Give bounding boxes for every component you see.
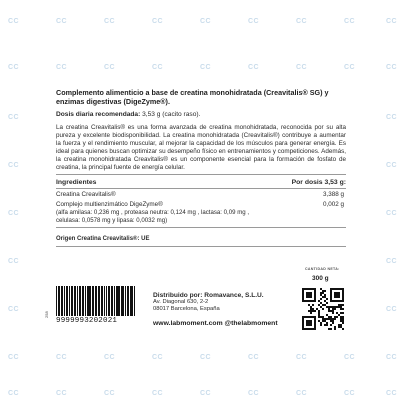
ingredient-value: 3,388 g: [322, 191, 344, 199]
ingredient-row: [56, 201, 346, 209]
watermark-mark: CC: [344, 64, 356, 71]
ingredient-row: [56, 191, 346, 199]
ingredients-title: Ingredientes: [56, 179, 97, 187]
watermark-mark: CC: [200, 390, 212, 397]
barcode-bar: [104, 286, 105, 316]
watermark-mark: CC: [152, 354, 164, 361]
watermark-mark: CC: [56, 354, 68, 361]
address-line: 08017 Barcelona, España: [153, 306, 220, 313]
watermark-mark: CC: [344, 354, 356, 361]
watermark-mark: CC: [8, 390, 20, 397]
net-quantity-value: 300 g: [312, 275, 329, 282]
watermark-mark: CC: [8, 18, 20, 25]
watermark-mark: CC: [386, 114, 398, 121]
watermark-mark: CC: [296, 390, 308, 397]
barcode-bar: [75, 286, 76, 316]
barcode-bar: [118, 286, 119, 316]
distributor-title: Distribuido por: Romavance, S.L.U.: [153, 292, 264, 299]
watermark-mark: CC: [386, 162, 398, 169]
watermark-mark: CC: [344, 18, 356, 25]
label-content: [56, 88, 346, 247]
watermark-mark: CC: [386, 306, 398, 313]
watermark-mark: CC: [104, 18, 116, 25]
daily-dose: [56, 111, 346, 119]
enzyme-line: celulasa: 0,0578 mg y lipasa: 0,0032 mg): [56, 217, 168, 225]
distributor-block: [153, 292, 293, 314]
watermark-mark: CC: [386, 390, 398, 397]
watermark-mark: CC: [8, 64, 20, 71]
watermark-mark: CC: [152, 390, 164, 397]
divider: [56, 174, 346, 175]
qr-code-icon[interactable]: [302, 288, 344, 330]
watermark-mark: CC: [56, 64, 68, 71]
net-quantity-label: CANTIDAD NETA:: [305, 267, 340, 271]
watermark-mark: CC: [296, 18, 308, 25]
watermark-mark: CC: [104, 64, 116, 71]
product-heading: Complemento alimenticio a base de creatina monohidratada (Creavitalis® SG) y enzimas digestivas (DigeZyme®).: [56, 88, 329, 106]
side-code: 258: [44, 311, 49, 318]
watermark-mark: CC: [386, 210, 398, 217]
ingredient-name: Complejo multienzimático DigeZyme®: [56, 201, 163, 209]
ingredient-value: 0,002 g: [322, 201, 344, 209]
barcode-bar: [123, 286, 124, 316]
barcode-bar: [134, 286, 135, 316]
watermark-mark: CC: [386, 354, 398, 361]
watermark-mark: CC: [56, 390, 68, 397]
barcode-bar: [128, 286, 129, 316]
watermark-mark: CC: [104, 390, 116, 397]
barcode: [56, 286, 136, 325]
barcode-bar: [64, 286, 65, 316]
watermark-mark: CC: [386, 258, 398, 265]
ingredients-header: [56, 179, 346, 189]
watermark-mark: CC: [344, 390, 356, 397]
watermark-mark: CC: [248, 64, 260, 71]
watermark-mark: CC: [8, 210, 20, 217]
per-dose-title: Por dosis 3,53 g:: [291, 179, 346, 187]
watermark-mark: CC: [248, 354, 260, 361]
watermark-mark: CC: [296, 64, 308, 71]
product-description: La creatina Creavitalis® es una forma avanzada de creatina monohidratada, reconocida por su alta pureza y excelente biodisponibilidad. La creatina monohidratada (Creavitalis®) contribuye a aumentar la fuerza y el rendimiento muscular, al mejorar la capacidad de los músculos para generar energía. Es ideal para quienes buscan optimizar su desempeño físico en entrenamientos y competiciones. Además, la creatina monohidratada Creavitalis® es un componente esencial para la formación de fosfato de creatina, la principal fuente de energía celular.: [56, 124, 346, 171]
divider: [56, 246, 346, 247]
barcode-bars: [56, 286, 136, 316]
watermark-mark: CC: [386, 64, 398, 71]
website-text[interactable]: www.labmoment.com @thelabmoment: [153, 320, 278, 327]
watermark-mark: CC: [8, 354, 20, 361]
origin-text: Origen Creatina Creavitalis®: UE: [56, 235, 150, 242]
dose-label: Dosis diaria recomendada:: [56, 111, 141, 118]
watermark-mark: CC: [200, 64, 212, 71]
barcode-bar: [114, 286, 115, 316]
barcode-bar: [89, 286, 90, 316]
watermark-mark: CC: [152, 18, 164, 25]
watermark-mark: CC: [56, 18, 68, 25]
ingredient-name: Creatina Creavitalis®: [56, 191, 116, 199]
enzyme-line: (alfa amilasa: 0,236 mg , proteasa neutra: 0,124 mg , lactasa: 0,09 mg ,: [56, 209, 250, 217]
watermark-mark: CC: [104, 354, 116, 361]
watermark-mark: CC: [200, 354, 212, 361]
enzyme-breakdown: [56, 209, 346, 227]
watermark-mark: CC: [8, 258, 20, 265]
watermark-mark: CC: [152, 64, 164, 71]
watermark-mark: CC: [8, 306, 20, 313]
watermark-mark: CC: [248, 18, 260, 25]
watermark-mark: CC: [296, 354, 308, 361]
address-line: Av. Diagonal 630, 2-2: [153, 299, 209, 305]
watermark-mark: CC: [248, 390, 260, 397]
watermark-mark: CC: [386, 18, 398, 25]
watermark-mark: CC: [8, 114, 20, 121]
watermark-mark: CC: [200, 18, 212, 25]
watermark-mark: CC: [8, 162, 20, 169]
barcode-number: 9999993202021: [56, 317, 118, 325]
dose-value: 3,53 g (cacito raso).: [140, 111, 201, 118]
